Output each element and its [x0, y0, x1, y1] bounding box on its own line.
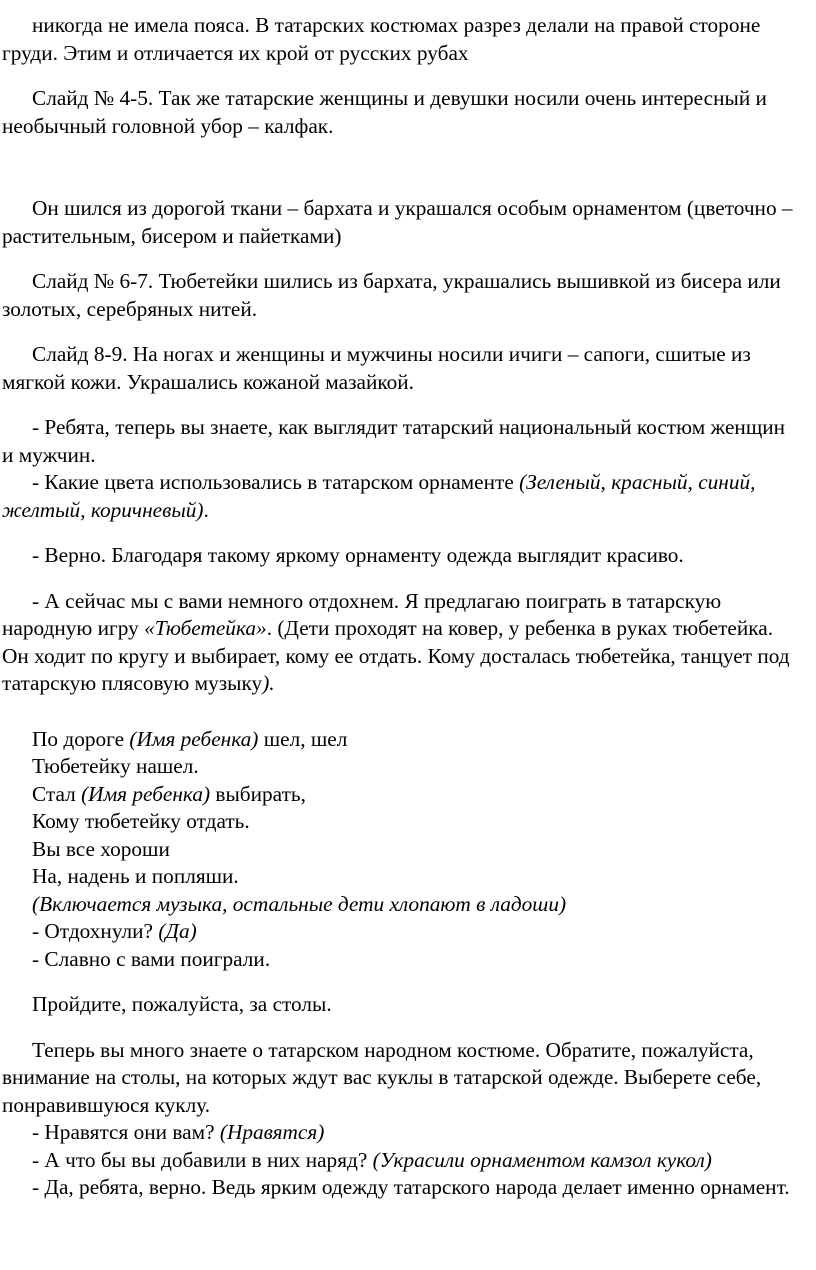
game-name: «Тюбетейка» — [144, 616, 267, 640]
game-tail: ). — [262, 671, 275, 695]
paragraph-like-question — [2, 1119, 796, 1147]
verse-line-3 — [2, 781, 796, 809]
verse-line-3-name: (Имя ребенка) — [81, 781, 211, 806]
verse-line-1 — [2, 726, 796, 754]
verse-line-8-question: - Отдохнули? — [32, 919, 159, 943]
like-question-text: - Нравятся они вам? — [32, 1120, 220, 1144]
verse-line-8 — [2, 918, 796, 946]
paragraph-slide-4-5: Слайд № 4-5. Так же татарские женщины и девушки носили очень интересный и необычный головной убор – калфак. — [2, 86, 767, 138]
verse-line-8-answer: (Да) — [158, 919, 197, 943]
verse-line-1-start: По дороге — [32, 726, 130, 751]
paragraph-children-know: - Ребята, теперь вы знаете, как выглядит татарский национальный костюм женщин и мужчин. — [2, 415, 786, 467]
game-description: . (Дети проходят на ковер, у ребенка в руках тюбетейка. Он ходит по кругу и выбирает, кому ее отдать. Кому досталась тюбетейка, танцует под татарскую плясовую музыку — [2, 616, 790, 695]
like-answer: (Нравятся) — [219, 1120, 325, 1144]
paragraph-dolls: Теперь вы много знаете о татарском народном костюме. Обратите, пожалуйста, внимание на столы, на которых ждут вас куклы в татарской одежде. Выберете себе, понравившуюся куклу. — [2, 1037, 762, 1117]
verse-stage-direction: (Включается музыка, остальные дети хлопают в ладоши) — [32, 891, 567, 916]
verse-line-5: Вы все хороши — [32, 836, 170, 861]
verse-line-1-name: (Имя ребенка) — [129, 726, 259, 751]
verse-line-9: - Славно с вами поиграли. — [32, 946, 271, 971]
colors-question-text: - Какие цвета использовались в татарском орнаменте — [32, 470, 520, 494]
verse-line-1-end: шел, шел — [258, 726, 348, 751]
paragraph-slide-8-9: Слайд 8-9. На ногах и женщины и мужчины носили ичиги – сапоги, сшитые из мягкой кожи. Украшались кожаной мазайкой. — [2, 342, 751, 394]
add-answer: (Украсили орнаментом камзол кукол) — [372, 1147, 712, 1172]
add-question-text: - А что бы вы добавили в них наряд? — [32, 1147, 373, 1172]
verse-line-4: Кому тюбетейку отдать. — [32, 809, 250, 833]
paragraph-game-intro — [2, 588, 796, 698]
verse-line-3-end: выбирать, — [210, 781, 306, 806]
colors-answer: (Зеленый, красный, синий, желтый, коричневый) — [2, 470, 756, 522]
verse-line-3-start: Стал — [32, 781, 82, 806]
paragraph-go-to-tables: Пройдите, пожалуйста, за столы. — [32, 992, 332, 1016]
game-intro-text: - А сейчас мы с вами немного отдохнем. Я предлагаю поиграть в татарскую народную игру — [2, 588, 722, 640]
paragraph-correct: - Верно. Благодаря такому яркому орнаменту одежда выглядит красиво. — [32, 543, 684, 567]
paragraph-kalfak: Он шился из дорогой ткани – бархата и украшался особым орнаментом (цветочно – растительным, бисером и пайетками) — [2, 196, 793, 248]
paragraph-ornament-final: - Да, ребята, верно. Ведь ярким одежду татарского народа делает именно орнамент. — [32, 1175, 790, 1199]
colors-tail: . — [203, 497, 209, 522]
paragraph-colors-question — [2, 469, 796, 524]
paragraph-add-question — [2, 1147, 796, 1175]
verse-line-6: На, надень и попляши. — [32, 864, 239, 888]
paragraph-1: никогда не имела пояса. В татарских костюмах разрез делали на правой стороне груди. Этим и отличается их крой от русских рубах — [2, 13, 761, 65]
verse-line-2: Тюбетейку нашел. — [32, 754, 199, 778]
verse-line-7 — [2, 891, 796, 919]
paragraph-slide-6-7: Слайд № 6-7. Тюбетейки шились из бархата, украшались вышивкой из бисера или золотых, серебряных нитей. — [2, 269, 781, 321]
game-verse — [2, 726, 796, 974]
